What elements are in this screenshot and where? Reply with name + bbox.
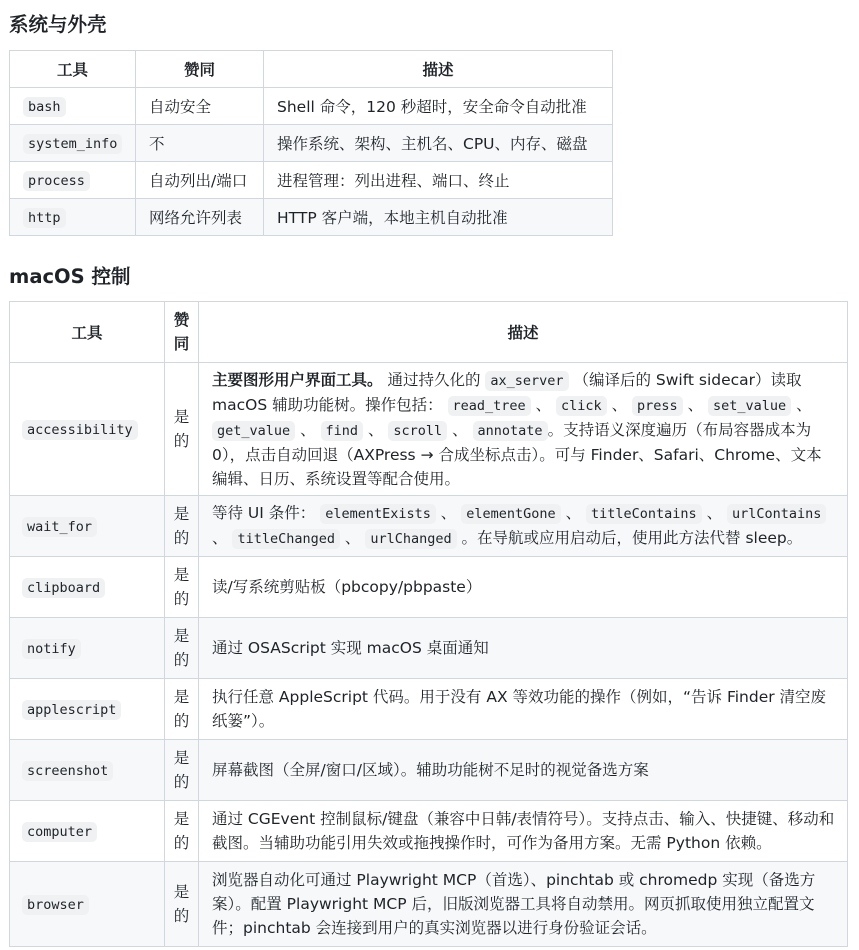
table-row	[10, 557, 848, 618]
table-row	[10, 162, 613, 199]
macos-control-table	[9, 301, 848, 947]
description-cell: Shell 命令，120 秒超时，安全命令自动批准	[264, 88, 613, 125]
approval-cell: 是的	[173, 810, 190, 852]
column-header-approval: 赞同	[173, 311, 190, 353]
table-row	[10, 679, 848, 740]
code-element-exists: elementExists	[320, 504, 436, 524]
separator: 、	[339, 529, 366, 547]
code-element-gone: elementGone	[461, 504, 560, 524]
tool-name: bash	[23, 97, 66, 117]
description-cell	[199, 363, 848, 496]
column-header-tool: 工具	[10, 51, 136, 88]
description-cell: 浏览器自动化可通过 Playwright MCP（首选）、pinchtab 或 chromedp 实现（备选方案）。配置 Playwright MCP 后，旧版浏览器工具将自动禁用。网页抓取使用独立配置文件；pinchtab 会连接到用户的真实浏览器以进行身份验证会话。	[199, 862, 848, 947]
approval-cell: 是的	[173, 749, 190, 791]
approval-cell: 是的	[173, 688, 190, 730]
tool-name: browser	[22, 895, 89, 915]
table-row	[10, 88, 613, 125]
tool-name: screenshot	[22, 761, 113, 781]
description-cell: 执行任意 AppleScript 代码。用于没有 AX 等效功能的操作（例如，“告诉 Finder 清空废纸篓”）。	[199, 679, 848, 740]
table-row	[10, 740, 848, 801]
column-header-description: 描述	[199, 302, 848, 363]
description-cell: 读/写系统剪贴板（pbcopy/pbpaste）	[199, 557, 848, 618]
code-read-tree: read_tree	[448, 396, 531, 416]
section-title-system-shell: 系统与外壳	[9, 13, 107, 36]
approval-cell: 是的	[173, 408, 190, 450]
separator: 、	[682, 395, 709, 414]
tool-name: notify	[22, 639, 81, 659]
code-click: click	[556, 396, 607, 416]
separator: 、	[212, 529, 233, 547]
separator: 、	[447, 420, 473, 439]
code-url-contains: urlContains	[727, 504, 826, 524]
table-row	[10, 363, 848, 496]
description-text: （编译后的 Swift sidecar）读取 macOS 辅助功能树。操作包括：	[212, 370, 802, 414]
code-get-value: get_value	[212, 421, 295, 441]
description-cell: 通过 OSAScript 实现 macOS 桌面通知	[199, 618, 848, 679]
approval-cell: 是的	[173, 627, 190, 669]
tool-name: process	[23, 171, 90, 191]
description-cell: HTTP 客户端，本地主机自动批准	[264, 199, 613, 236]
tool-name: applescript	[22, 700, 121, 720]
approval-cell: 是的	[173, 566, 190, 608]
table-header-row	[10, 302, 848, 363]
description-cell: 进程管理：列出进程、端口、终止	[264, 162, 613, 199]
tool-name: accessibility	[22, 420, 138, 440]
approval-cell: 不	[136, 125, 264, 162]
approval-cell: 自动安全	[136, 88, 264, 125]
tool-name: wait_for	[22, 517, 97, 537]
description-text: 。支持语义深度遍历（布局容器成本为 0），点击自动回退（AXPress → 合成坐标点击）。可与 Finder、Safari、Chrome、文本编辑、日历、系统设置等配合使用。	[212, 420, 822, 488]
table-row	[10, 862, 848, 947]
table-row	[10, 496, 848, 557]
code-press: press	[632, 396, 683, 416]
approval-cell: 网络允许列表	[136, 199, 264, 236]
tool-name: computer	[22, 822, 97, 842]
code-set-value: set_value	[708, 396, 791, 416]
approval-cell: 自动列出/端口	[136, 162, 264, 199]
description-cell: 通过 CGEvent 控制鼠标/键盘（兼容中日韩/表情符号）。支持点击、输入、快捷键、移动和截图。当辅助功能引用失效或拖拽操作时，可作为备用方案。无需 Python 依赖。	[199, 801, 848, 862]
code-title-contains: titleContains	[586, 504, 702, 524]
description-text: 等待 UI 条件：	[212, 504, 321, 522]
description-cell: 操作系统、架构、主机名、CPU、内存、磁盘	[264, 125, 613, 162]
description-cell: 屏幕截图（全屏/窗口/区域）。辅助功能树不足时的视觉备选方案	[199, 740, 848, 801]
code-title-changed: titleChanged	[232, 529, 340, 549]
tool-name: clipboard	[22, 578, 105, 598]
column-header-tool: 工具	[10, 302, 165, 363]
separator: 、	[530, 395, 557, 414]
table-row	[10, 125, 613, 162]
tool-name: http	[23, 208, 66, 228]
tool-name: system_info	[23, 134, 122, 154]
section-title-macos-control: macOS 控制	[9, 265, 131, 288]
code-scroll: scroll	[388, 421, 447, 441]
table-row	[10, 801, 848, 862]
description-bold: 主要图形用户界面工具。	[212, 370, 383, 389]
table-header-row	[10, 51, 613, 88]
column-header-description: 描述	[264, 51, 613, 88]
description-text: 。在导航或应用启动后，使用此方法代替 sleep。	[456, 529, 803, 547]
separator: 、	[701, 504, 728, 522]
approval-cell: 是的	[173, 883, 190, 925]
code-ax-server: ax_server	[485, 371, 568, 391]
column-header-approval: 赞同	[136, 51, 264, 88]
code-annotate: annotate	[473, 421, 548, 441]
separator: 、	[435, 504, 462, 522]
separator: 、	[606, 395, 633, 414]
code-find: find	[321, 421, 364, 441]
description-text: 通过持久化的	[382, 370, 486, 389]
separator: 、	[791, 395, 812, 414]
table-row	[10, 618, 848, 679]
description-cell	[199, 496, 848, 557]
separator: 、	[295, 420, 321, 439]
separator: 、	[560, 504, 586, 522]
table-row	[10, 199, 613, 236]
system-shell-table	[9, 50, 613, 236]
code-url-changed: urlChanged	[365, 529, 456, 549]
approval-cell: 是的	[173, 505, 190, 547]
separator: 、	[363, 420, 389, 439]
